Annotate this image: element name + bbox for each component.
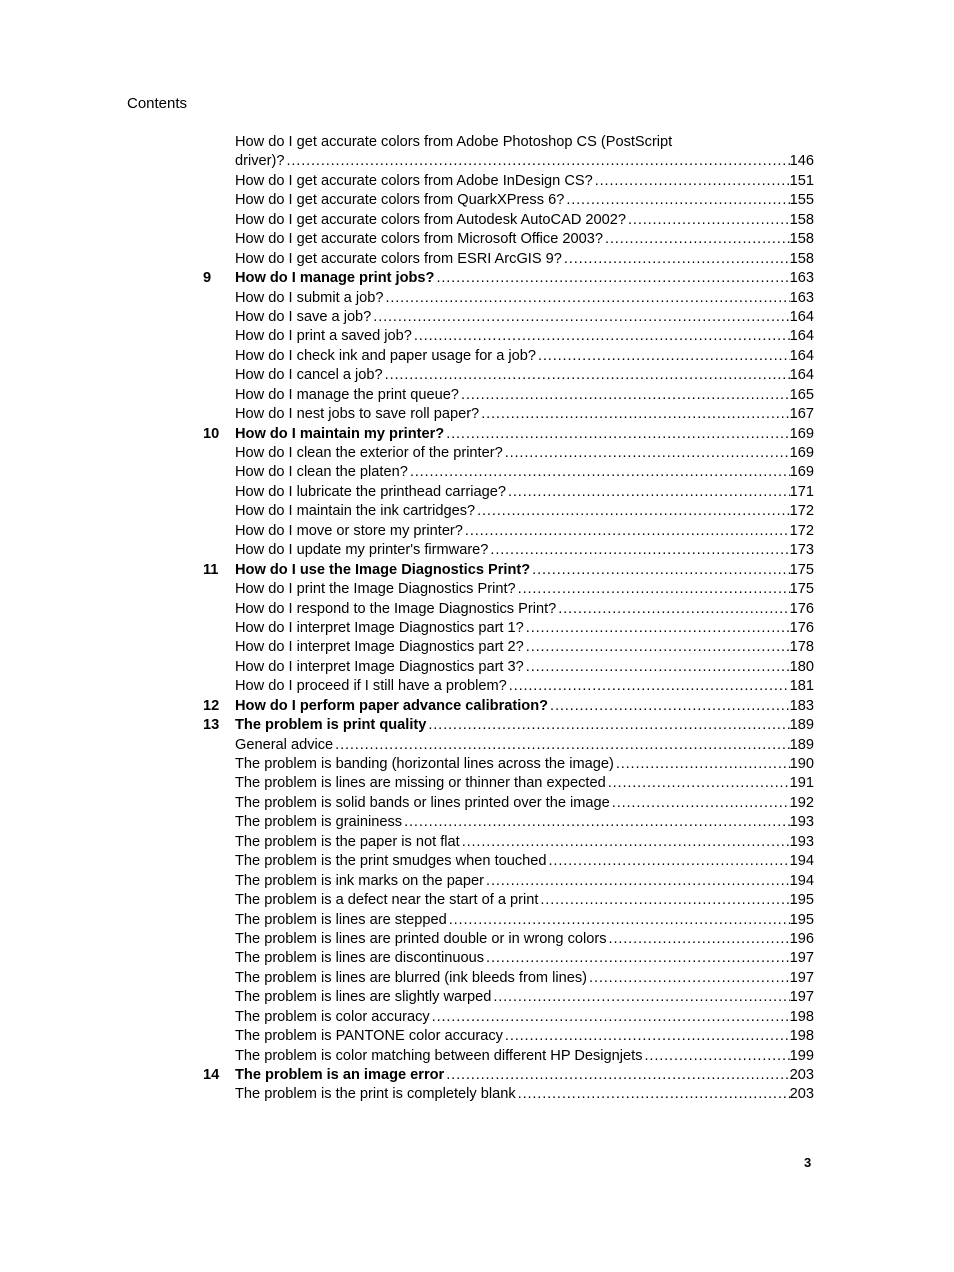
toc-entry[interactable]: [235, 463, 814, 482]
toc-entry[interactable]: [235, 172, 814, 191]
toc-page-number: 158: [789, 231, 814, 248]
dot-leader: [607, 930, 790, 949]
toc-entry-title: How do I get accurate colors from Autodesk AutoCAD 2002?: [235, 211, 627, 228]
toc-page-number: 197: [789, 989, 814, 1006]
toc-entry-row[interactable]: [0, 230, 954, 249]
toc-page-number: 189: [789, 736, 814, 753]
toc-entry-row[interactable]: [0, 172, 954, 191]
toc-entry[interactable]: [235, 211, 814, 230]
toc-page-number: 167: [789, 406, 814, 423]
toc-entry-title: How do I interpret Image Diagnostics part 1?: [235, 619, 524, 636]
dot-leader: [408, 463, 790, 482]
toc-entry[interactable]: [235, 794, 814, 813]
toc-entry-title: driver)?: [235, 153, 285, 170]
toc-page-number: 193: [789, 833, 814, 850]
toc-entry-row[interactable]: [0, 541, 954, 560]
toc-entry[interactable]: [235, 386, 814, 405]
toc-entry[interactable]: [235, 347, 814, 366]
toc-entry-title: How do I manage the print queue?: [235, 386, 459, 403]
toc-entry[interactable]: [235, 658, 814, 677]
toc-entry-row[interactable]: [0, 638, 954, 657]
toc-entry-title: The problem is lines are stepped: [235, 911, 447, 928]
dot-leader: [614, 755, 790, 774]
dot-leader: [412, 327, 790, 346]
toc-entry-title: How do I clean the exterior of the printer?: [235, 445, 503, 461]
toc-entry-title: The problem is PANTONE color accuracy: [235, 1028, 503, 1045]
toc-page-number: 172: [789, 503, 814, 520]
dot-leader: [491, 988, 789, 1007]
dot-leader: [444, 425, 789, 444]
toc-entry-row[interactable]: [0, 1008, 954, 1027]
toc-entry-row[interactable]: [0, 152, 954, 171]
dot-leader: [459, 386, 790, 405]
dot-leader: [402, 813, 790, 832]
toc-entry[interactable]: [235, 638, 814, 657]
dot-leader: [643, 1047, 790, 1066]
toc-entry-title: How do I respond to the Image Diagnostics Print?: [235, 600, 557, 617]
toc-page-number: 164: [789, 367, 814, 384]
dot-leader: [475, 502, 790, 521]
toc-entry[interactable]: [235, 327, 814, 346]
toc-entry-row[interactable]: [0, 677, 954, 696]
dot-leader: [530, 561, 789, 580]
dot-leader: [587, 969, 790, 988]
toc-entry-title: The problem is print quality: [235, 717, 427, 734]
toc-chapter-row[interactable]: [0, 269, 954, 288]
toc-page-number: 164: [789, 347, 814, 364]
dot-leader: [383, 366, 790, 385]
toc-entry-title: How do I lubricate the printhead carriage?: [235, 483, 506, 500]
toc-entry[interactable]: [235, 425, 814, 444]
toc-entry[interactable]: [235, 813, 814, 832]
toc-entry-row[interactable]: [0, 250, 954, 269]
toc-page-number: 164: [789, 328, 814, 345]
toc-entry[interactable]: [235, 405, 814, 424]
toc-entry[interactable]: [235, 133, 814, 152]
toc-page-number: 196: [789, 930, 814, 947]
toc-entry-title: The problem is an image error: [235, 1067, 445, 1083]
toc-entry-row[interactable]: [0, 658, 954, 677]
toc-entry-row[interactable]: [0, 366, 954, 385]
toc-entry-title: The problem is lines are discontinuous: [235, 950, 485, 967]
toc-entry-title: How do I get accurate colors from Microsoft Office 2003?: [235, 231, 603, 248]
dot-leader: [562, 250, 790, 269]
toc-page-number: 176: [789, 619, 814, 636]
toc-entry-title: How do I get accurate colors from QuarkXPress 6?: [235, 192, 565, 209]
toc-entry[interactable]: [235, 366, 814, 385]
chapter-number: 10: [203, 425, 220, 442]
dot-leader: [383, 289, 789, 308]
toc-entry-row[interactable]: [0, 502, 954, 521]
toc-entry[interactable]: [235, 1047, 814, 1066]
dot-leader: [503, 1027, 790, 1046]
toc-chapter-row[interactable]: [0, 697, 954, 716]
toc-entry-title: The problem is lines are printed double or in wrong colors: [235, 930, 607, 947]
toc-entry-row[interactable]: [0, 911, 954, 930]
toc-entry-row[interactable]: [0, 133, 954, 152]
toc-page-number: 173: [789, 542, 814, 559]
toc-entry-row[interactable]: [0, 755, 954, 774]
dot-leader: [516, 1085, 790, 1104]
toc-entry-row[interactable]: [0, 483, 954, 502]
toc-entry-title: How do I maintain the ink cartridges?: [235, 503, 476, 520]
toc-page-number: 155: [789, 192, 814, 209]
dot-leader: [463, 522, 790, 541]
toc-entry-row[interactable]: [0, 833, 954, 852]
toc-entry-title: General advice: [235, 736, 334, 753]
toc-page-number: 198: [789, 1008, 814, 1025]
toc-entry[interactable]: [235, 152, 814, 171]
dot-leader: [524, 619, 790, 638]
toc-page-number: 169: [789, 445, 814, 461]
toc-entry-title: How do I maintain my printer?: [235, 425, 445, 442]
toc-page-number: 176: [789, 600, 814, 617]
toc-entry-row[interactable]: [0, 988, 954, 1007]
dot-leader: [564, 191, 789, 210]
dot-leader: [503, 444, 790, 463]
toc-entry-title: How do I print the Image Diagnostics Print?: [235, 581, 516, 598]
toc-entry-title: How do I move or store my printer?: [235, 522, 463, 539]
chapter-number: 11: [203, 561, 219, 578]
toc-entry[interactable]: [235, 502, 814, 521]
toc-entry[interactable]: [235, 269, 814, 288]
dot-leader: [548, 697, 790, 716]
dot-leader: [479, 405, 789, 424]
toc-entry[interactable]: [235, 191, 814, 210]
toc-entry-title: The problem is color matching between different HP Designjets: [235, 1047, 643, 1064]
toc-page-number: 189: [789, 717, 814, 734]
toc-entry-row[interactable]: [0, 463, 954, 482]
toc-chapter-row[interactable]: [0, 716, 954, 735]
page-number: 3: [804, 1155, 812, 1170]
toc-entry[interactable]: [235, 1027, 814, 1046]
toc-entry[interactable]: [235, 949, 814, 968]
toc-entry-row[interactable]: [0, 386, 954, 405]
toc-entry-row[interactable]: [0, 619, 954, 638]
toc-entry[interactable]: [235, 483, 814, 502]
toc-entry-title: How do I clean the platen?: [235, 464, 408, 481]
toc-entry-title: The problem is the print smudges when touched: [235, 853, 547, 870]
toc-page-number: 180: [789, 658, 814, 675]
dot-leader: [626, 211, 790, 230]
toc-entry[interactable]: [235, 230, 814, 249]
toc-entry[interactable]: [235, 541, 814, 560]
dot-leader: [284, 152, 789, 171]
toc-entry[interactable]: [235, 930, 814, 949]
toc-entry[interactable]: [235, 988, 814, 1007]
toc-entry[interactable]: [235, 1085, 814, 1104]
toc-entry-title: How do I check ink and paper usage for a job?: [235, 347, 536, 364]
toc-entry-row[interactable]: [0, 794, 954, 813]
toc-entry-title: How do I manage print jobs?: [235, 270, 435, 287]
toc-page-number: 146: [789, 153, 814, 170]
toc-entry[interactable]: [235, 969, 814, 988]
toc-entry[interactable]: [235, 1066, 814, 1085]
toc-entry-row[interactable]: [0, 327, 954, 346]
dot-leader: [593, 172, 790, 191]
toc-page-number: 169: [789, 464, 814, 481]
toc-entry-title: The problem is graininess: [235, 814, 403, 831]
toc-entry[interactable]: [235, 677, 814, 696]
toc-entry-row[interactable]: [0, 289, 954, 308]
toc-entry-title: How do I nest jobs to save roll paper?: [235, 406, 480, 423]
chapter-number: 12: [203, 697, 220, 714]
toc-entry-row[interactable]: [0, 405, 954, 424]
toc-entry-row[interactable]: [0, 1047, 954, 1066]
toc-entry[interactable]: [235, 911, 814, 930]
toc-entry-title: How do I get accurate colors from ESRI ArcGIS 9?: [235, 250, 562, 267]
toc-page-number: 183: [789, 697, 814, 714]
toc-entry[interactable]: [235, 522, 814, 541]
toc-entry-title: How do I print a saved job?: [235, 328, 412, 345]
toc-entry[interactable]: [235, 308, 814, 327]
toc-entry-title: How do I submit a job?: [235, 289, 384, 306]
toc-page-number: 175: [789, 581, 814, 598]
toc-page-number: 194: [789, 853, 814, 870]
toc-page-number: 197: [789, 950, 814, 967]
toc-page-number: 195: [789, 911, 814, 928]
toc-page-number: 190: [789, 756, 814, 772]
dot-leader: [484, 872, 790, 891]
dot-leader: [603, 230, 790, 249]
dot-leader: [606, 774, 790, 793]
toc-entry-row[interactable]: [0, 444, 954, 463]
toc-page-number: 158: [789, 211, 814, 228]
dot-leader: [524, 658, 790, 677]
toc-entry-row[interactable]: [0, 969, 954, 988]
dot-leader: [426, 716, 789, 735]
chapter-number: 13: [203, 717, 220, 734]
dot-leader: [556, 600, 789, 619]
toc-entry-title: The problem is the paper is not flat: [235, 833, 460, 850]
toc-entry[interactable]: [235, 872, 814, 891]
dot-leader: [610, 794, 790, 813]
toc-entry[interactable]: [235, 755, 814, 774]
toc-entry-row[interactable]: [0, 930, 954, 949]
toc-entry-title: The problem is lines are slightly warped: [235, 989, 492, 1006]
toc-entry-row[interactable]: [0, 211, 954, 230]
toc-entry-row[interactable]: [0, 949, 954, 968]
toc-chapter-row[interactable]: [0, 561, 954, 580]
toc-page-number: 203: [789, 1067, 814, 1083]
dot-leader: [484, 949, 790, 968]
toc-entry[interactable]: [235, 444, 814, 463]
toc-entry-row[interactable]: [0, 872, 954, 891]
dot-leader: [447, 911, 790, 930]
dot-leader: [506, 483, 790, 502]
toc-page-number: 178: [789, 639, 814, 656]
toc-page-number: 163: [789, 270, 814, 287]
toc-page-number: 197: [789, 969, 814, 986]
dot-leader: [524, 638, 790, 657]
toc-entry[interactable]: [235, 289, 814, 308]
dot-leader: [333, 736, 789, 755]
toc-entry-title: The problem is a defect near the start of a print: [235, 892, 539, 909]
toc-entry-title: How do I get accurate colors from Adobe InDesign CS?: [235, 172, 593, 189]
toc-entry-row[interactable]: [0, 580, 954, 599]
toc-page-number: 193: [789, 814, 814, 831]
toc-entry[interactable]: [235, 1008, 814, 1027]
toc-page-number: 172: [789, 522, 814, 539]
toc-entry-title: The problem is banding (horizontal lines across the image): [235, 756, 614, 772]
toc-entry[interactable]: [235, 619, 814, 638]
toc-entry[interactable]: [235, 774, 814, 793]
toc-entry-row[interactable]: [0, 774, 954, 793]
dot-leader: [430, 1008, 790, 1027]
toc-entry-row[interactable]: [0, 600, 954, 619]
dot-leader: [538, 891, 789, 910]
toc-page-number: 171: [789, 483, 814, 500]
toc-page-number: 192: [789, 794, 814, 811]
toc-entry-row[interactable]: [0, 191, 954, 210]
toc-entry[interactable]: [235, 561, 814, 580]
toc-entry-row[interactable]: [0, 522, 954, 541]
dot-leader: [488, 541, 789, 560]
toc-page-number: 198: [789, 1028, 814, 1045]
dot-leader: [444, 1066, 789, 1085]
toc-entry-title: How do I interpret Image Diagnostics part 3?: [235, 658, 524, 675]
toc-entry-title: How do I interpret Image Diagnostics part 2?: [235, 639, 524, 656]
toc-entry-title: How do I use the Image Diagnostics Print?: [235, 561, 531, 578]
toc-entry-row[interactable]: [0, 347, 954, 366]
toc-entry[interactable]: [235, 580, 814, 599]
toc-page-number: 181: [789, 678, 814, 695]
toc-page-number: 191: [789, 775, 814, 792]
toc-page-number: 165: [789, 386, 814, 403]
dot-leader: [507, 677, 790, 696]
dot-leader: [536, 347, 790, 366]
toc-entry[interactable]: [235, 852, 814, 871]
toc-entry[interactable]: [235, 716, 814, 735]
toc-entry[interactable]: [235, 250, 814, 269]
toc-entry-title: How do I update my printer's firmware?: [235, 542, 489, 559]
toc-chapter-row[interactable]: [0, 425, 954, 444]
toc-entry-title: How do I perform paper advance calibration?: [235, 697, 549, 714]
chapter-number: 14: [203, 1067, 220, 1083]
table-of-contents: [0, 133, 954, 1105]
toc-page-number: 199: [789, 1047, 814, 1064]
dot-leader: [516, 580, 790, 599]
toc-page-number: 163: [789, 289, 814, 306]
toc-entry-title: The problem is color accuracy: [235, 1008, 430, 1025]
toc-entry-row[interactable]: [0, 813, 954, 832]
dot-leader: [434, 269, 789, 288]
toc-entry-title: How do I proceed if I still have a problem?: [235, 678, 507, 695]
toc-entry[interactable]: [235, 697, 814, 716]
toc-page-number: 194: [789, 872, 814, 889]
toc-entry-title: The problem is the print is completely blank: [235, 1086, 516, 1103]
toc-entry-title: The problem is lines are missing or thinner than expected: [235, 775, 606, 792]
toc-entry-title: The problem is lines are blurred (ink bleeds from lines): [235, 969, 588, 986]
toc-page-number: 164: [789, 308, 814, 325]
toc-entry-row[interactable]: [0, 1027, 954, 1046]
toc-entry[interactable]: [235, 833, 814, 852]
toc-entry-row[interactable]: [0, 308, 954, 327]
toc-page-number: 158: [789, 250, 814, 267]
toc-page-number: 175: [789, 561, 814, 578]
toc-entry-title: The problem is solid bands or lines printed over the image: [235, 794, 610, 811]
dot-leader: [371, 308, 789, 327]
toc-page-number: 203: [789, 1086, 814, 1103]
running-header: Contents: [127, 95, 188, 112]
toc-entry-row[interactable]: [0, 1085, 954, 1104]
toc-chapter-row[interactable]: [0, 1066, 954, 1085]
toc-entry-row[interactable]: [0, 736, 954, 755]
chapter-number: 9: [203, 270, 212, 287]
toc-page-number: 195: [789, 892, 814, 909]
toc-entry-row[interactable]: [0, 891, 954, 910]
dot-leader: [460, 833, 790, 852]
toc-page-number: 151: [789, 172, 814, 189]
toc-entry[interactable]: [235, 891, 814, 910]
toc-entry-title: The problem is ink marks on the paper: [235, 872, 485, 889]
toc-entry-row[interactable]: [0, 852, 954, 871]
toc-page-number: 169: [789, 425, 814, 442]
toc-entry[interactable]: [235, 736, 814, 755]
toc-entry-title: How do I cancel a job?: [235, 367, 383, 384]
toc-entry-title: How do I save a job?: [235, 308, 372, 325]
toc-entry-title: How do I get accurate colors from Adobe Photoshop CS (PostScript: [235, 134, 673, 150]
toc-entry[interactable]: [235, 600, 814, 619]
dot-leader: [547, 852, 790, 871]
